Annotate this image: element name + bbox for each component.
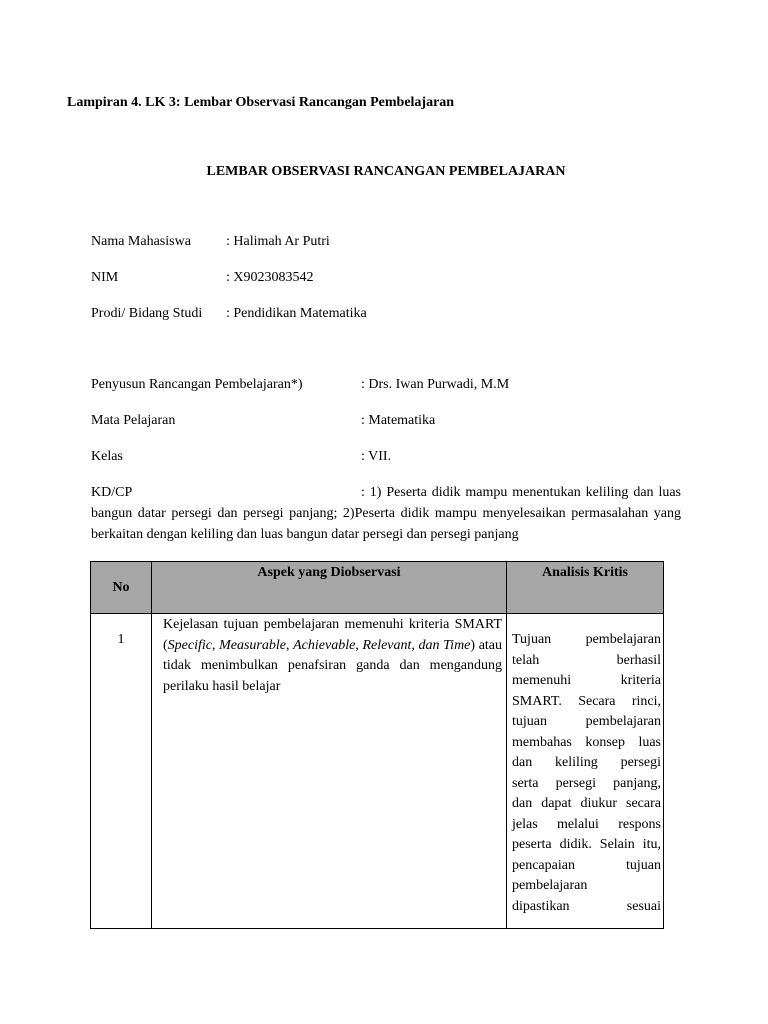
study-program-value: : Pendidikan Matematika	[226, 306, 367, 321]
analysis-line: jelas melalui respons	[512, 816, 661, 832]
plan-author-label: Penyusun Rancangan Pembelajaran*)	[91, 377, 303, 392]
analysis-line: peserta didik. Selain itu,	[512, 837, 661, 852]
nim-value: : X9023083542	[226, 270, 314, 285]
student-name-value: : Halimah Ar Putri	[226, 234, 330, 249]
analysis-line: pembelajaran	[512, 878, 588, 893]
analysis-line: dipastikan sesuai	[512, 898, 661, 914]
page-title: LEMBAR OBSERVASI RANCANGAN PEMBELAJARAN	[206, 164, 566, 179]
analysis-line: telah berhasil	[512, 652, 661, 668]
analysis-line: memenuhi kriteria	[512, 673, 661, 688]
student-name-row	[91, 232, 491, 252]
analysis-line: Tujuan pembelajaran	[512, 632, 661, 647]
header-analysis: Analisis Kritis	[507, 562, 664, 614]
plan-author-row	[91, 375, 681, 395]
table-header-row	[91, 562, 664, 614]
observation-table	[90, 561, 664, 929]
subject-value: : Matematika	[361, 413, 436, 428]
analysis-line: pencapaian tujuan	[512, 857, 661, 873]
row-number: 1	[91, 614, 152, 929]
study-program-row	[91, 304, 491, 324]
kdcp-label: KD/CP	[91, 485, 133, 500]
nim-row	[91, 268, 491, 288]
kdcp-paragraph	[91, 482, 681, 545]
analysis-line: dan keliling persegi	[512, 755, 661, 770]
study-program-label: Prodi/ Bidang Studi	[91, 306, 203, 321]
analysis-cell	[507, 614, 664, 929]
student-name-label: Nama Mahasiswa	[91, 234, 191, 249]
plan-author-value: : Drs. Iwan Purwadi, M.M	[361, 377, 510, 392]
class-label: Kelas	[91, 449, 123, 464]
header-aspect: Aspek yang Diobservasi	[152, 562, 507, 614]
nim-label: NIM	[91, 270, 119, 285]
aspect-cell: Kejelasan tujuan pembelajaran memenuhi kriteria SMART (Specific, Measurable, Achievable, Relevant, dan Time) atau tidak menimbulkan penafsiran ganda dan mengandung perilaku hasil belajar	[152, 614, 507, 929]
table-row	[91, 614, 664, 929]
analysis-line: tujuan pembelajaran	[512, 714, 661, 729]
header-no: No	[91, 562, 152, 614]
analysis-line: dan dapat diukur secara	[512, 796, 661, 811]
analysis-line: membahas konsep luas	[512, 734, 661, 750]
subject-label: Mata Pelajaran	[91, 413, 176, 428]
class-value: : VII.	[361, 449, 392, 464]
attachment-title: Lampiran 4. LK 3: Lembar Observasi Rancangan Pembelajaran	[67, 95, 455, 110]
class-row	[91, 447, 681, 467]
kdcp-value: : 1) Peserta didik mampu menentukan keliling dan luas bangun datar persegi dan persegi panjang; 2)Peserta didik mampu menyelesaikan permasalahan yang berkaitan dengan keliling dan luas bangun datar persegi dan persegi panjang	[91, 485, 681, 542]
analysis-line: serta persegi panjang,	[512, 775, 661, 791]
analysis-line: SMART. Secara rinci,	[512, 693, 661, 709]
subject-row	[91, 411, 681, 431]
